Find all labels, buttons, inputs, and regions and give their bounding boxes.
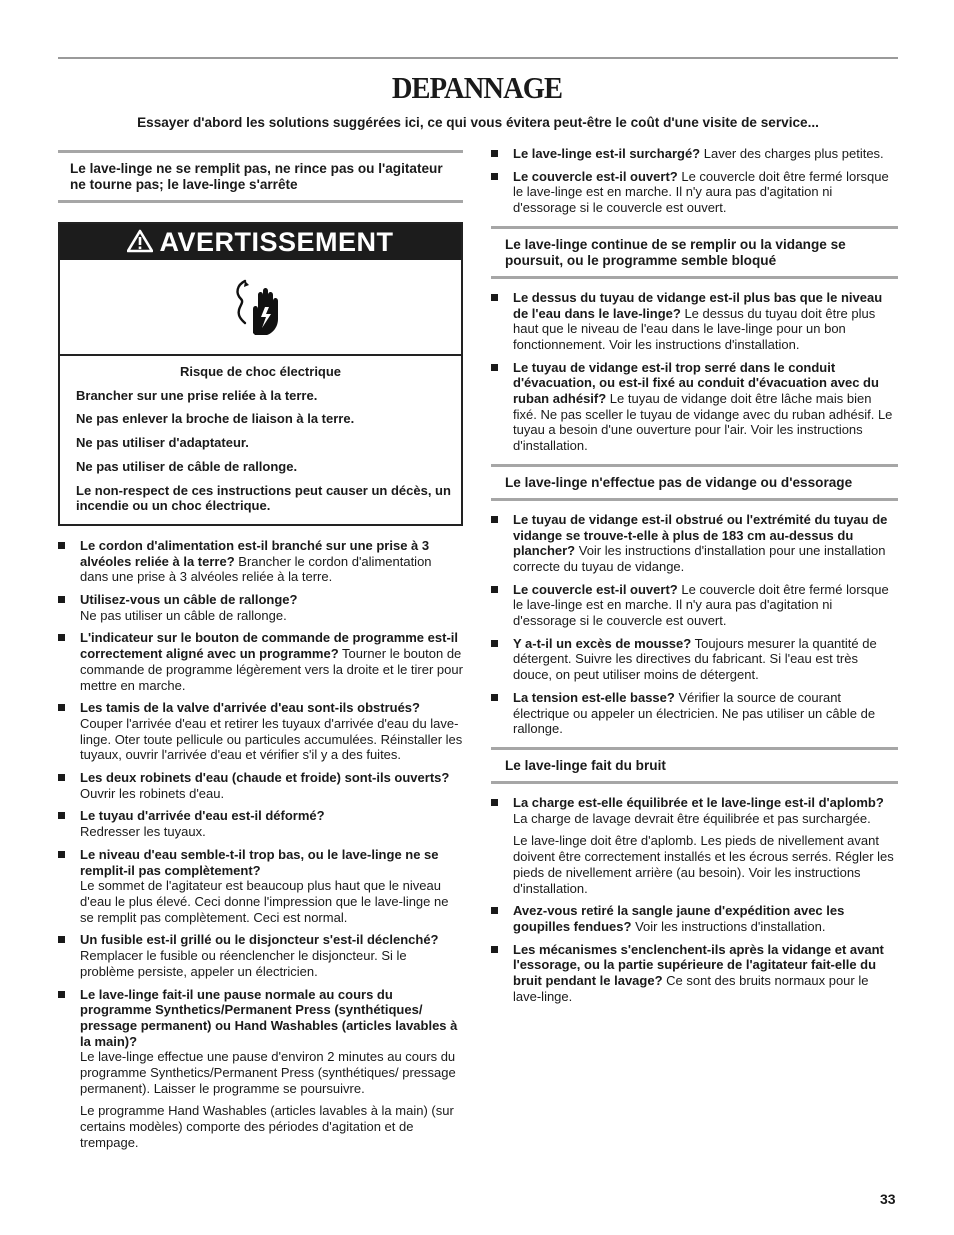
list-item: Avez-vous retiré la sangle jaune d'expédition avec les goupilles fendues? Voir les instructions d'installation. xyxy=(491,903,898,934)
list-item: Le tuyau d'arrivée d'eau est-il déformé? Redresser les tuyaux. xyxy=(58,808,463,839)
left-column xyxy=(58,150,463,1158)
list-item: Le niveau d'eau semble-t-il trop bas, ou le lave-linge ne se remplit-il pas complètement? Le sommet de l'agitateur est beaucoup plus haut que le niveau d'eau le plus élevé. Ceci donne l'impression que le lave-linge ne se remplit pas complètement. Ceci est normal. xyxy=(58,847,463,926)
list-item: Le lave-linge est-il surchargé? Laver des charges plus petites. xyxy=(491,146,898,162)
warning-line: Ne pas utiliser d'adaptateur. xyxy=(76,435,249,451)
page-number: 33 xyxy=(880,1191,896,1207)
right-checklist-top xyxy=(491,146,898,216)
page-title: DEPANNAGE xyxy=(391,70,563,105)
warning-line: Le non-respect de ces instructions peut causer un décès, un incendie ou un choc électrique. xyxy=(76,482,451,514)
warning-text xyxy=(60,356,461,524)
warning-line: Brancher sur une prise reliée à la terre. xyxy=(76,387,318,403)
list-item: La tension est-elle basse? Vérifier la source de courant électrique ou appeler un électricien. Ne pas utiliser un câble de rallonge. xyxy=(491,690,898,737)
warning-box xyxy=(58,222,463,526)
warning-risk: Risque de choc électrique xyxy=(179,364,342,379)
list-item: Les tamis de la valve d'arrivée d'eau sont-ils obstrués? Couper l'arrivée d'eau et retirer les tuyaux d'arrivée d'eau du lave-linge. Oter toute pellicule ou particules accumulées. Réinstaller les tuyaux, ouvrir l'arrivée d'eau et vérifier s'il y a des fuites. xyxy=(58,700,463,763)
section-heading-keeps-filling: Le lave-linge continue de se remplir ou la vidange se poursuit, ou le programme semble bloqué xyxy=(491,226,898,279)
list-item: Utilisez-vous un câble de rallonge? Ne pas utiliser un câble de rallonge. xyxy=(58,592,463,623)
right-checklist-s4 xyxy=(491,795,898,1004)
list-item: Le tuyau de vidange est-il obstrué ou l'extrémité du tuyau de vidange se trouve-t-elle à plus de 183 cm au-dessus du plancher? Voir les instructions d'installation pour une installation correcte du tuyau de vidange. xyxy=(491,512,898,575)
list-item: La charge est-elle équilibrée et le lave-linge est-il d'aplomb? La charge de lavage devrait être équilibrée et pas surchargée. Le lave-linge doit être d'aplomb. Les pieds de nivellement avant doivent être correctement installés et les écrous serrés. Régler les pieds de nivellement arrière (au besoin). Voir les instructions d'installation. xyxy=(491,795,898,896)
right-column xyxy=(491,146,898,1011)
warning-line: Ne pas enlever la broche de liaison à la terre. xyxy=(76,411,355,427)
section-heading-noise: Le lave-linge fait du bruit xyxy=(491,747,898,784)
list-item: Les mécanismes s'enclenchent-ils après la vidange et avant l'essorage, ou la partie supérieure de l'agitateur fait-elle du bruit pendant le lavage? Ce sont des bruits normaux pour le lave-linge. xyxy=(491,942,898,1005)
warning-line: Ne pas utiliser de câble de rallonge. xyxy=(76,458,298,474)
intro-text: Essayer d'abord les solutions suggérées ici, ce qui vous évitera peut-être le coût d'une visite de service... xyxy=(137,115,819,130)
list-item: Le tuyau de vidange est-il trop serré dans le conduit d'évacuation, ou est-il fixé au conduit d'évacuation avec du ruban adhésif? Le tuyau de vidange doit être lâche mais bien fixé. Ne pas sceller le tuyau de vidange avec du ruban adhésif. Le tuyau a besoin d'une ouverture pour l'air. Voir les instructions d'installation. xyxy=(491,360,898,454)
list-item: Y a-t-il un excès de mousse? Toujours mesurer la quantité de détergent. Suivre les directives du fabricant. Si l'eau est très douce, on peut utiliser moins de détergent. xyxy=(491,636,898,683)
electric-shock-hand-icon xyxy=(231,275,291,339)
list-item: Un fusible est-il grillé ou le disjoncteur s'est-il déclenché? Remplacer le fusible ou réenclencher le disjoncteur. Si le problème persiste, appeler un électricien. xyxy=(58,932,463,979)
right-checklist-s2 xyxy=(491,290,898,454)
warning-triangle-icon xyxy=(127,229,153,253)
warning-banner-label: AVERTISSEMENT xyxy=(159,227,394,257)
list-item: Le lave-linge fait-il une pause normale au cours du programme Synthetics/Permanent Press (synthétiques/ pressage permanent) ou Hand Washables (articles lavables à la main)? Le lave-linge effectue une pause d'environ 2 minutes au cours du programme Synthetics/Permanent Press (synthétiques/ pressage permanent). Laisser le programme se poursuivre. Le programme Hand Washables (articles lavables à la main) (sur certains modèles) comporte des périodes d'agitation et de trempage. xyxy=(58,987,463,1151)
section-heading-no-fill: Le lave-linge ne se remplit pas, ne rince pas ou l'agitateur ne tourne pas; le lave-linge s'arrête xyxy=(58,150,463,203)
list-item: Le couvercle est-il ouvert? Le couvercle doit être fermé lorsque le lave-linge est en marche. Il n'y aura pas d'agitation ni d'essorage si le couvercle est ouvert. xyxy=(491,169,898,216)
list-item: Le couvercle est-il ouvert? Le couvercle doit être fermé lorsque le lave-linge est en marche. Il n'y aura pas d'agitation ni d'essorage si le couvercle est ouvert. xyxy=(491,582,898,629)
list-item: L'indicateur sur le bouton de commande de programme est-il correctement aligné avec un programme? Tourner le bouton de commande de programme légèrement vers la droite et le tirer pour mettre en marche. xyxy=(58,630,463,693)
list-item: Les deux robinets d'eau (chaude et froide) sont-ils ouverts? Ouvrir les robinets d'eau. xyxy=(58,770,463,801)
left-checklist xyxy=(58,538,463,1151)
list-item: Le cordon d'alimentation est-il branché sur une prise à 3 alvéoles reliée à la terre? Brancher le cordon d'alimentation dans une prise à 3 alvéoles reliée à la terre. xyxy=(58,538,463,585)
warning-icon-area xyxy=(60,260,461,356)
right-checklist-s3 xyxy=(491,512,898,737)
warning-banner xyxy=(60,224,461,260)
top-rule xyxy=(58,57,898,59)
list-item: Le dessus du tuyau de vidange est-il plus bas que le niveau de l'eau dans le lave-linge? Le dessus du tuyau doit être plus haut que le niveau de l'eau dans le lave-linge pour un bon fonctionnement. Voir les instructions d'installation. xyxy=(491,290,898,353)
section-heading-no-drain: Le lave-linge n'effectue pas de vidange ou d'essorage xyxy=(491,464,898,501)
